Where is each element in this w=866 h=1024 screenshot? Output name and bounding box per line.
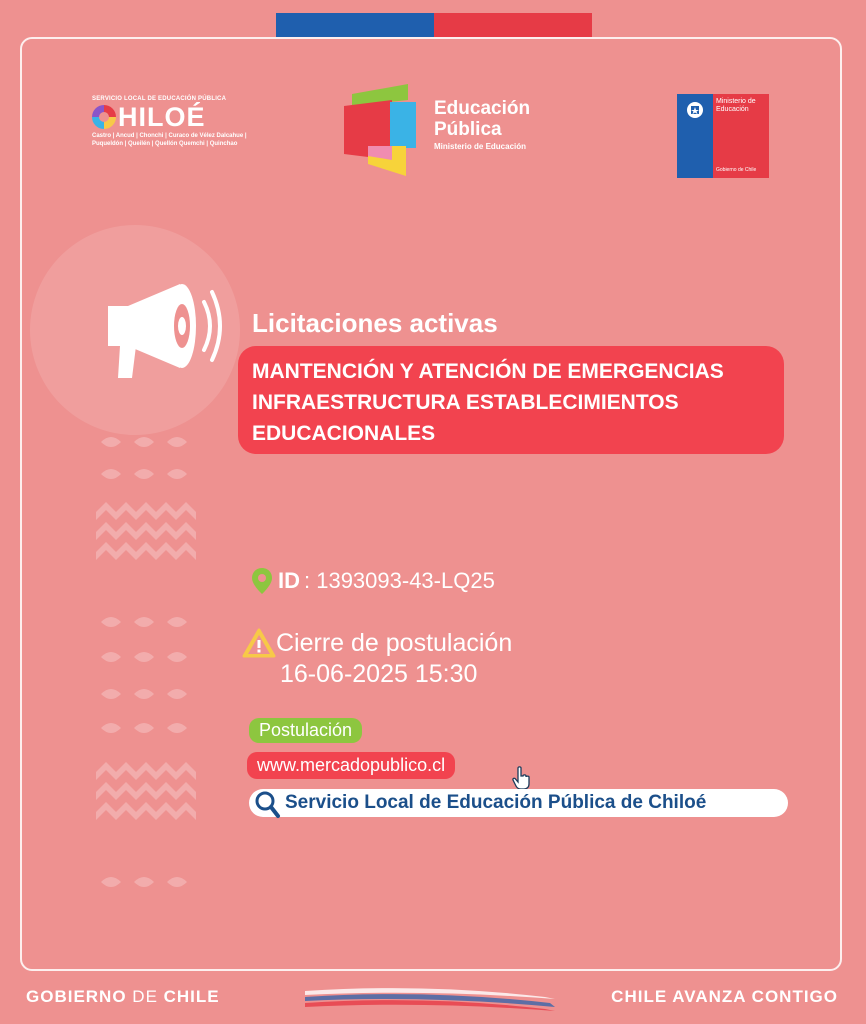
page-title: Licitaciones activas [252,308,498,338]
top-flag-bar [276,13,592,37]
decorative-pattern [96,432,196,902]
chiloe-c-icon [92,105,116,129]
warning-icon [242,628,276,658]
id-label: ID [278,568,300,593]
flag-red-stripe [434,13,592,37]
tender-name-box [238,346,784,454]
search-text: Servicio Local de Educación Pública de Chiloé [285,792,707,813]
closing-label: Cierre de postulación [276,628,513,657]
educacion-publica-icon [344,84,424,176]
tender-name: MANTENCIÓN Y ATENCIÓN DE EMERGENCIAS INFRAESTRUCTURA ESTABLECIMIENTOS EDUCACIONALES [252,360,724,445]
hand-cursor-icon [512,766,532,790]
mineduc-line1: Ministerio de [716,98,756,105]
chiloe-brand-text: HILOÉ [118,102,206,132]
footer-chile-avanza: CHILE AVANZA CONTIGO [611,987,838,1006]
footer-gobierno [26,987,220,1007]
flag-blue-stripe [276,13,434,37]
mineduc-logo [677,94,769,178]
mineduc-blue-panel [677,94,713,178]
footer-swoosh [305,983,555,1013]
edu-subtitle: Ministerio de Educación [434,142,527,151]
id-value: : 1393093-43-LQ25 [304,568,495,593]
location-pin-icon [252,568,272,594]
postulacion-badge: Postulación [249,718,362,743]
chiloe-service-label: SERVICIO LOCAL DE EDUCACIÓN PÚBLICA [92,96,227,102]
chiloe-brand [92,102,262,132]
tender-id-row [252,568,495,594]
footer-chile-word: CHILE [163,987,220,1006]
search-icon [252,789,282,821]
chiloe-logo [92,96,262,148]
closing-info [242,628,512,689]
footer-de-word: DE [126,987,164,1006]
mercadopublico-link[interactable]: www.mercadopublico.cl [247,752,455,779]
megaphone-icon [98,276,228,386]
edu-title-line1: Educación [434,98,531,119]
search-bar[interactable] [249,789,788,817]
educacion-publica-logo [344,84,574,176]
mineduc-line2: Educación [716,106,749,113]
closing-date: 16-06-2025 15:30 [280,660,478,688]
mineduc-gob: Gobierno de Chile [716,167,757,173]
chiloe-comunas: Castro | Ancud | Chonchi | Curaco de Vélez Dalcahue | Puqueldón | Queilén | Quellón Quemchi | Quinchao [92,133,247,147]
coat-of-arms-icon [682,98,708,122]
footer-gobierno-word: GOBIERNO [26,987,127,1006]
edu-title [434,98,530,140]
edu-title-line2: Pública [434,119,502,140]
mineduc-red-panel [713,94,769,178]
